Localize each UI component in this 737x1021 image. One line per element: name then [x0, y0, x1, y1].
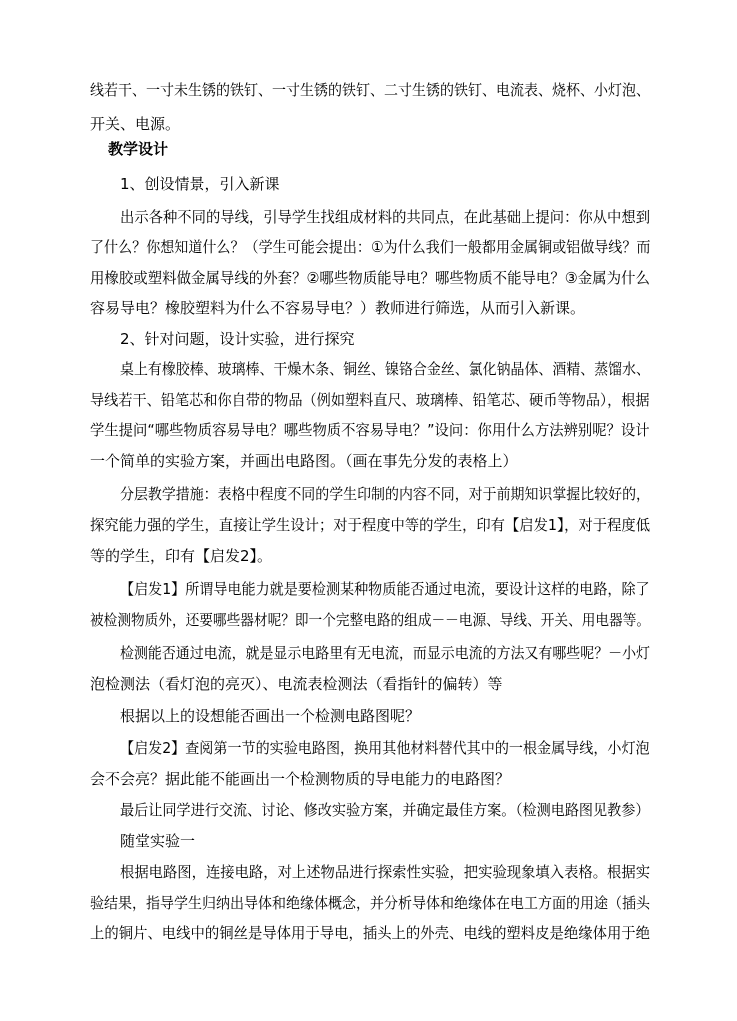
paragraph-line: 开关、电源。: [90, 115, 181, 133]
section-heading: 教学设计: [108, 140, 169, 158]
paragraph-line: 上的铜片、电线中的铜丝是导体用于导电，插头上的外壳、电线的塑料皮是绝缘体用于绝: [90, 924, 651, 942]
step-heading: 1、创设情景，引入新课: [120, 175, 280, 193]
paragraph-line: 检测能否通过电流，就是显示电路里有无电流，而显示电流的方法又有哪些呢？－小灯: [120, 644, 651, 662]
paragraph-line: 根据以上的设想能否画出一个检测电路图呢？: [120, 707, 421, 725]
paragraph-line: 【启发1】所谓导电能力就是要检测某种物质能否通过电流，要设计这样的电路，除了: [120, 580, 650, 598]
paragraph-line: 用橡胶或塑料做金属导线的外套？②哪些物质能导电？哪些物质不能导电？③金属为什么: [90, 269, 650, 287]
paragraph-line: 【启发2】查阅第一节的实验电路图，换用其他材料替代其中的一根金属导线，小灯泡: [120, 739, 650, 757]
paragraph-line: 泡检测法（看灯泡的亮灭）、电流表检测法（看指针的偏转）等: [90, 675, 503, 693]
step-heading: 随堂实验一: [120, 832, 196, 850]
paragraph-line: 等的学生，印有【启发2】。: [90, 547, 273, 565]
paragraph-line: 验结果，指导学生归纳出导体和绝缘体概念，并分析导体和绝缘体在电工方面的用途（插头: [90, 894, 650, 912]
paragraph-line: 导线若干、铅笔芯和你自带的物品（例如塑料直尺、玻璃棒、铅笔芯、硬币等物品），根据: [90, 391, 650, 409]
paragraph-line: 会不会亮？据此能不能画出一个检测物质的导电能力的电路图？: [90, 770, 511, 788]
paragraph-line: 根据电路图，连接电路，对上述物品进行探索性实验，把实验现象填入表格。根据实: [120, 863, 651, 881]
paragraph-line: 线若干、一寸未生锈的铁钉、一寸生锈的铁钉、二寸生锈的铁钉、电流表、烧杯、小灯泡、: [90, 81, 650, 99]
paragraph-line: 探究能力强的学生，直接让学生设计；对于程度中等的学生，印有【启发1】，对于程度低: [90, 516, 651, 534]
paragraph-line: 被检测物质外，还要哪些器材呢？即一个完整电路的组成－－电源、导线、开关、用电器等。: [90, 611, 651, 629]
paragraph-line: 容易导电？橡胶塑料为什么不容易导电？）教师进行筛选，从而引入新课。: [90, 299, 586, 317]
paragraph-line: 最后让同学进行交流、讨论、修改实验方案，并确定最佳方案。（检测电路图见教参）: [120, 801, 650, 819]
paragraph-line: 桌上有橡胶棒、玻璃棒、干燥木条、铜丝、镍铬合金丝、氯化钠晶体、酒精、蒸馏水、: [120, 360, 651, 378]
paragraph-line: 出示各种不同的导线，引导学生找组成材料的共同点，在此基础上提问：你从中想到: [120, 208, 651, 226]
step-heading: 2、针对问题，设计实验，进行探究: [120, 330, 355, 348]
paragraph-line: 了什么？你想知道什么？（学生可能会提出：①为什么我们一般都用金属铜或铝做导线？而: [90, 238, 651, 256]
paragraph-line: 一个简单的实验方案，并画出电路图。（画在事先分发的表格上）: [90, 452, 518, 470]
paragraph-line: 学生提问“哪些物质容易导电？哪些物质不容易导电？”设问：你用什么方法辨别呢？设计: [90, 421, 650, 439]
paragraph-line: 分层教学措施：表格中程度不同的学生印制的内容不同，对于前期知识掌握比较好的，: [120, 485, 651, 503]
